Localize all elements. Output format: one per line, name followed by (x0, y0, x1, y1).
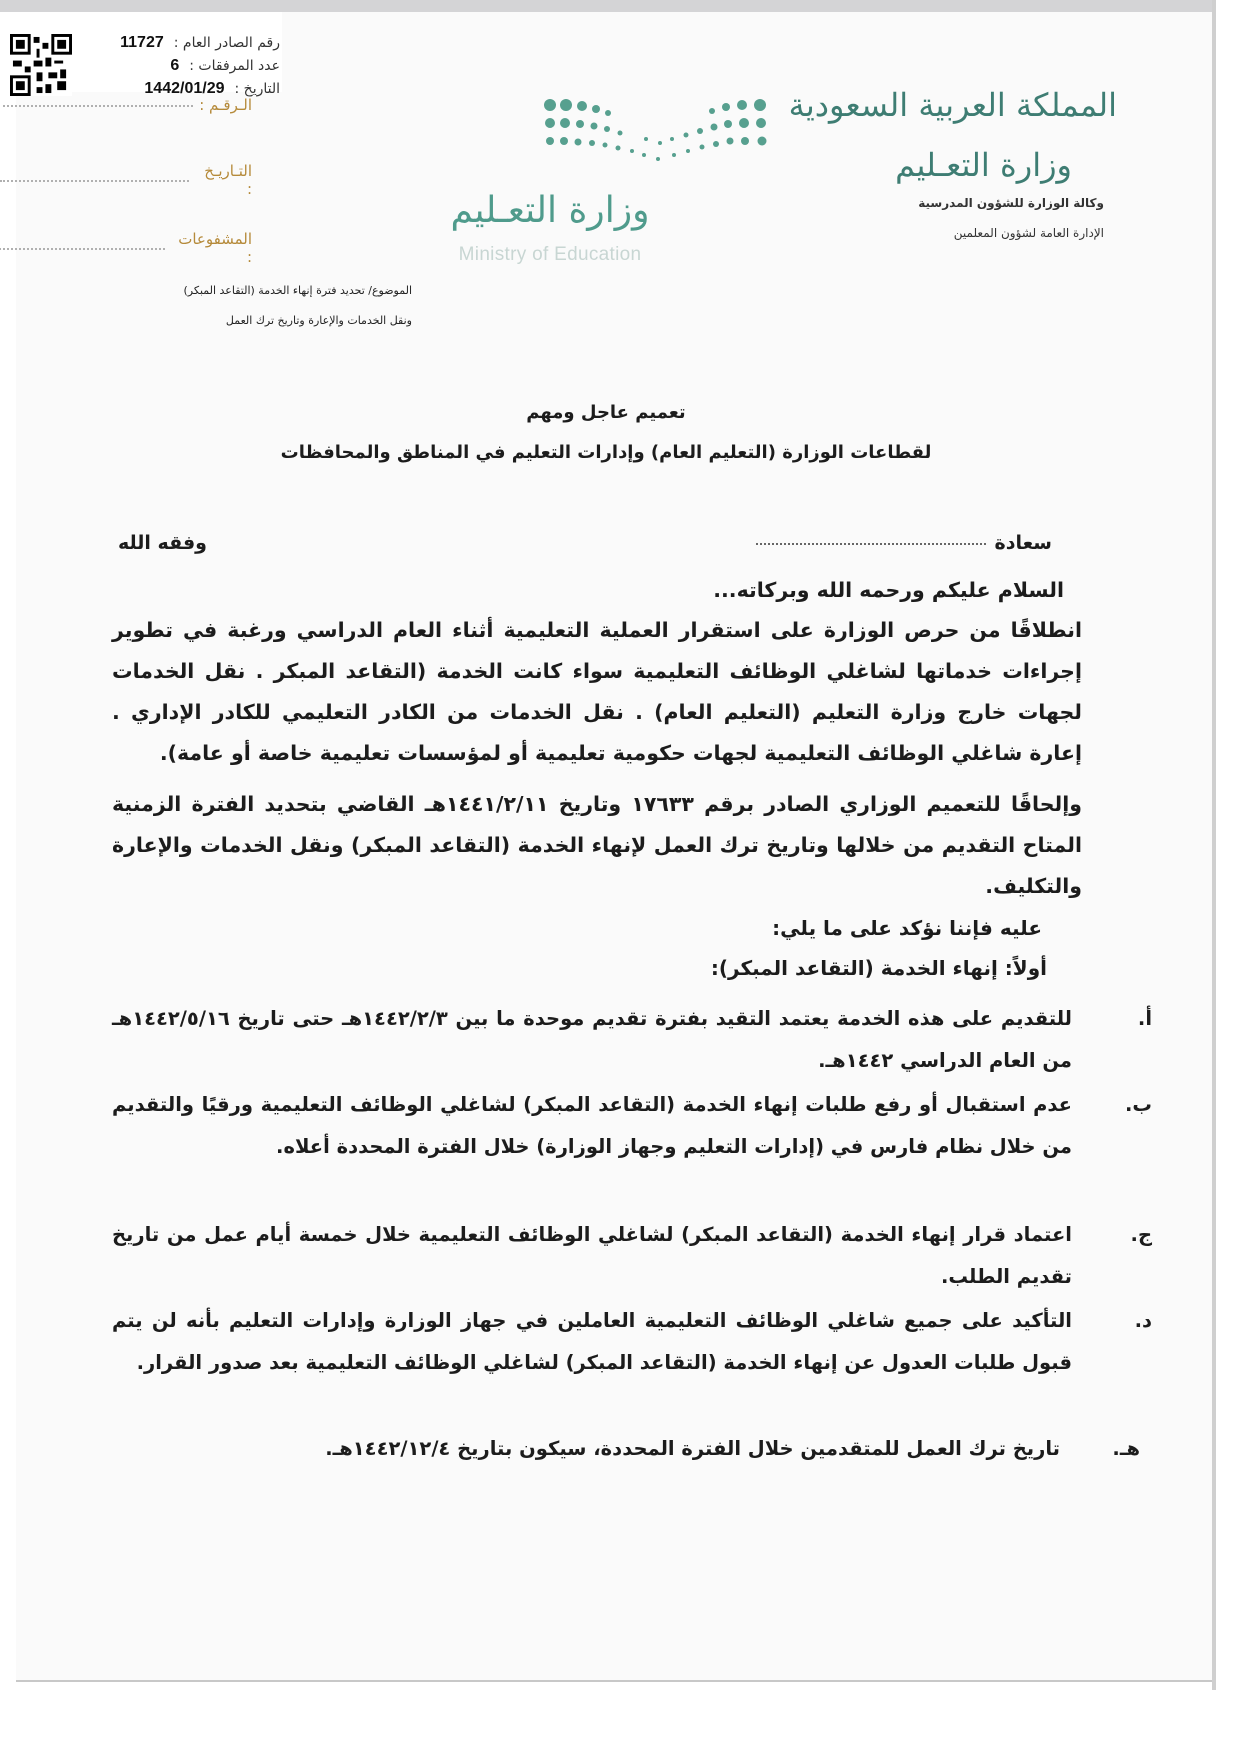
subject-line-1: الموضوع/ تحديد فترة إنهاء الخدمة (التقاعد المبكر) (183, 284, 412, 297)
logo-english-text: Ministry of Education (458, 244, 642, 265)
section-first-heading: أولاً: إنهاء الخدمة (التقاعد المبكر): (710, 956, 1047, 980)
list-item-text: تاريخ ترك العمل للمتقدمين خلال الفترة المحددة، سيكون بتاريخ ١٤٤٢/١٢/٤هـ. (325, 1437, 1060, 1460)
page-right-margin (1212, 0, 1242, 1745)
stamp-issue-number-label: رقم الصادر العام : (173, 35, 280, 51)
closing-phrase: وفقه الله (118, 532, 207, 554)
qr-code-icon (10, 32, 72, 98)
list-item-text: للتقديم على هذه الخدمة يعتمد التقيد بفترة تقديم موحدة ما بين ١٤٤٢/٢/٣هـ حتى تاريخ ١٤٤٢/٥/١٦هـ من العام الدراسي ١٤٤٢هـ. (112, 1007, 1072, 1072)
admin-name: الإدارة العامة لشؤون المعلمين (953, 226, 1104, 240)
reference-number-field (3, 96, 252, 114)
stamp-attachments-label: عدد المرفقات : (189, 58, 280, 74)
document-stamp-block (0, 12, 282, 97)
confirm-line: عليه فإننا نؤكد على ما يلي: (772, 916, 1042, 940)
list-item-text: التأكيد على جميع شاغلي الوظائف التعليمية العاملين في جهاز الوزارة وإدارات التعليم بأنه لن يتم قبول طلبات العدول عن إنهاء الخدمة (التقاعد المبكر) لشاغلي الوظائف التعليمية بعد صدور القرار. (112, 1309, 1072, 1374)
list-item-text: اعتماد قرار إنهاء الخدمة (التقاعد المبكر) لشاغلي الوظائف التعليمية خلال خمسة أيام عمل من تاريخ تقديم الطلب. (112, 1223, 1072, 1288)
list-item-letter: ج. (1130, 1223, 1152, 1246)
list-item-letter: ب. (1124, 1093, 1152, 1116)
list-item (112, 1214, 1152, 1298)
reference-date-field (0, 162, 252, 198)
circular-title: تعميم عاجل ومهم (526, 402, 686, 423)
list-item (112, 1084, 1152, 1168)
list-item (112, 1300, 1152, 1384)
stamp-attachments (80, 55, 280, 77)
subject-line-2: ونقل الخدمات والإعارة وتاريخ ترك العمل (225, 314, 412, 327)
ministry-logo-icon (540, 95, 780, 175)
reference-attachments-dotted-line (0, 247, 165, 250)
window-top-bar (0, 0, 1242, 12)
list-item (165, 1428, 1140, 1470)
subject-block (112, 276, 412, 336)
stamp-date-label: التاريخ : (234, 81, 280, 97)
agency-name: وكالة الوزارة للشؤون المدرسية (918, 196, 1104, 210)
ministry-name: وزارة التعـليم (895, 146, 1072, 184)
addressee-dotted-line (756, 542, 986, 545)
reference-number-label: الـرقـم : (199, 96, 252, 114)
greeting: السلام عليكم ورحمه الله وبركاته... (713, 578, 1064, 602)
circular-recipients: لقطاعات الوزارة (التعليم العام) وإدارات التعليم في المناطق والمحافظات (280, 442, 932, 463)
stamp-attachments-value: 6 (170, 57, 180, 74)
body-paragraph-2: وإلحاقًا للتعميم الوزاري الصادر برقم ١٧٦٣٣ وتاريخ ١٤٤١/٢/١١هـ القاضي بتحديد الفترة الزمنية المتاح التقديم من خلالها وتاريخ ترك العمل لإنهاء الخدمة (التقاعد المبكر) ونقل الخدمات والإعارة والتكليف. (112, 792, 1082, 898)
reference-date-dotted-line (0, 179, 189, 182)
reference-number-dotted-line (3, 104, 193, 107)
stamp-date-value: 1442/01/29 (144, 80, 225, 97)
body-paragraph-1: انطلاقًا من حرص الوزارة على استقرار العملية التعليمية أثناء العام الدراسي ورغبة في تطوير إجراءات خدماتها لشاغلي الوظائف التعليمية سواء كانت الخدمة (التقاعد المبكر . نقل الخدمات لجهات خارج وزارة التعليم (التعليم العام) . نقل الخدمات من الكادر التعليمي للكادر الإداري . إعارة شاغلي الوظائف التعليمية لجهات حكومية تعليمية أو لمؤسسات تعليمية خاصة أو عامة). (112, 618, 1082, 765)
addressee-line (756, 532, 1052, 554)
reference-attachments-label: المشفوعات : (178, 230, 252, 266)
logo-arabic-text: وزارة التعـليم (450, 190, 650, 231)
reference-date-label: التـاريـخ : (204, 162, 252, 198)
stamp-issue-number (80, 32, 280, 54)
kingdom-name: المملكة العربية السعودية (788, 86, 1117, 124)
list-item-letter: د. (1134, 1309, 1152, 1332)
addressee-label: سعادة (994, 532, 1052, 554)
list-item-letter: هـ. (1112, 1437, 1140, 1460)
reference-attachments-field (0, 230, 252, 266)
stamp-issue-number-value: 11727 (120, 34, 164, 51)
list-item-text: عدم استقبال أو رفع طلبات إنهاء الخدمة (التقاعد المبكر) لشاغلي الوظائف التعليمية ورقيًا والتقديم من خلال نظام فارس في (إدارات التعليم وجهاز الوزارة) خلال الفترة المحددة أعلاه. (112, 1093, 1072, 1158)
list-item (112, 998, 1152, 1082)
list-item-letter: أ. (1137, 1007, 1152, 1030)
